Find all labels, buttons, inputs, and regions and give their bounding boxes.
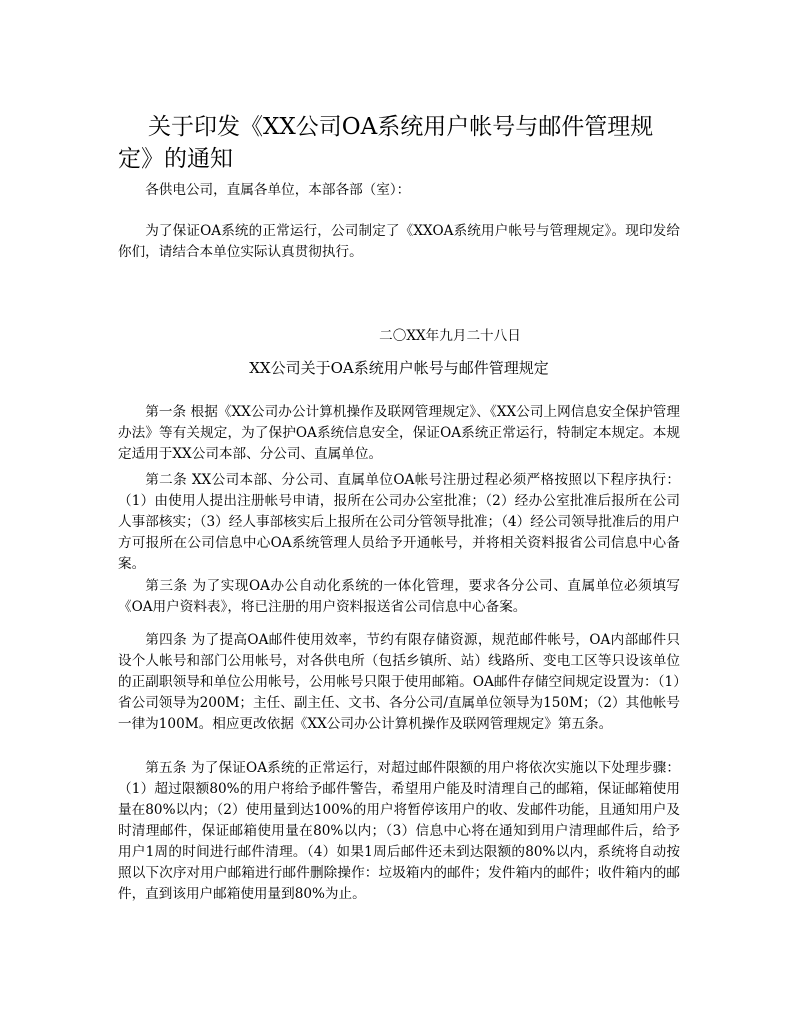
article-4: 第四条 为了提高OA邮件使用效率，节约有限存储资源，规范邮件帐号，OA内部邮件只设个人帐号和部门公用帐号，对各供电所（包括乡镇所、站）线路所、变电工区等只设该单位的正副职领导和单位公用帐号，公用帐号只限于使用邮箱。OA邮件存储空间规定设置为：（1）省公司领导为200M；主任、副主任、文书、各分公司/直属单位领导为150M；（2）其他帐号一律为100M。相应更改依据《XX公司办公计算机操作及联网管理规定》第五条。: [118, 632, 680, 732]
article-5: 第五条 为了保证OA系统的正常运行，对超过邮件限额的用户将依次实施以下处理步骤：（1）超过限额80%的用户将给予邮件警告，希望用户能及时清理自己的邮箱，保证邮箱使用量在80%以内；（2）使用量到达100%的用户将暂停该用户的收、发邮件功能，且通知用户及时清理邮件，保证邮箱使用量在80%以内；（3）信息中心将在通知到用户清理邮件后，给予用户1周的时间进行邮件清理。（4）如果1周后邮件还未到达限额的80%以内，系统将自动按照以下次序对用户邮箱进行邮件删除操作：垃圾箱内的邮件；发件箱内的邮件；收件箱内的邮件，直到该用户邮箱使用量到80%为止。: [118, 760, 680, 902]
notice-date: 二〇XX年九月二十八日: [379, 328, 521, 344]
article-1: 第一条 根据《XX公司办公计算机操作及联网管理规定》、《XX公司上网信息安全保护管理办法》等有关规定，为了保护OA系统信息安全，保证OA系统正常运行，特制定本规定。本规定适用于XX公司本部、分公司、直属单位。: [118, 404, 680, 462]
regulation-title: XX公司关于OA系统用户帐号与邮件管理规定: [249, 359, 549, 377]
article-3: 第三条 为了实现OA办公自动化系统的一体化管理，要求各分公司、直属单位必须填写《OA用户资料表》，将已注册的用户资料报送省公司信息中心备案。: [118, 578, 680, 615]
notice-body: 为了保证OA系统的正常运行，公司制定了《XXOA系统用户帐号与管理规定》。现印发给你们，请结合本单位实际认真贯彻执行。: [118, 223, 680, 260]
notice-addressee: 各供电公司，直属各单位，本部各部（室）：: [145, 182, 411, 198]
notice-title: 关于印发《XX公司OA系统用户帐号与邮件管理规定》的通知: [118, 114, 654, 172]
article-2: 第二条 XX公司本部、分公司、直属单位OA帐号注册过程必须严格按照以下程序执行：（1）由使用人提出注册帐号申请，报所在公司办公室批准；（2）经办公室批准后报所在公司人事部核实；（3）经人事部核实后上报所在公司分管领导批准；（4）经公司领导批准后的用户方可报所在公司信息中心OA系统管理人员给予开通帐号，并将相关资料报省公司信息中心备案。: [118, 472, 680, 572]
